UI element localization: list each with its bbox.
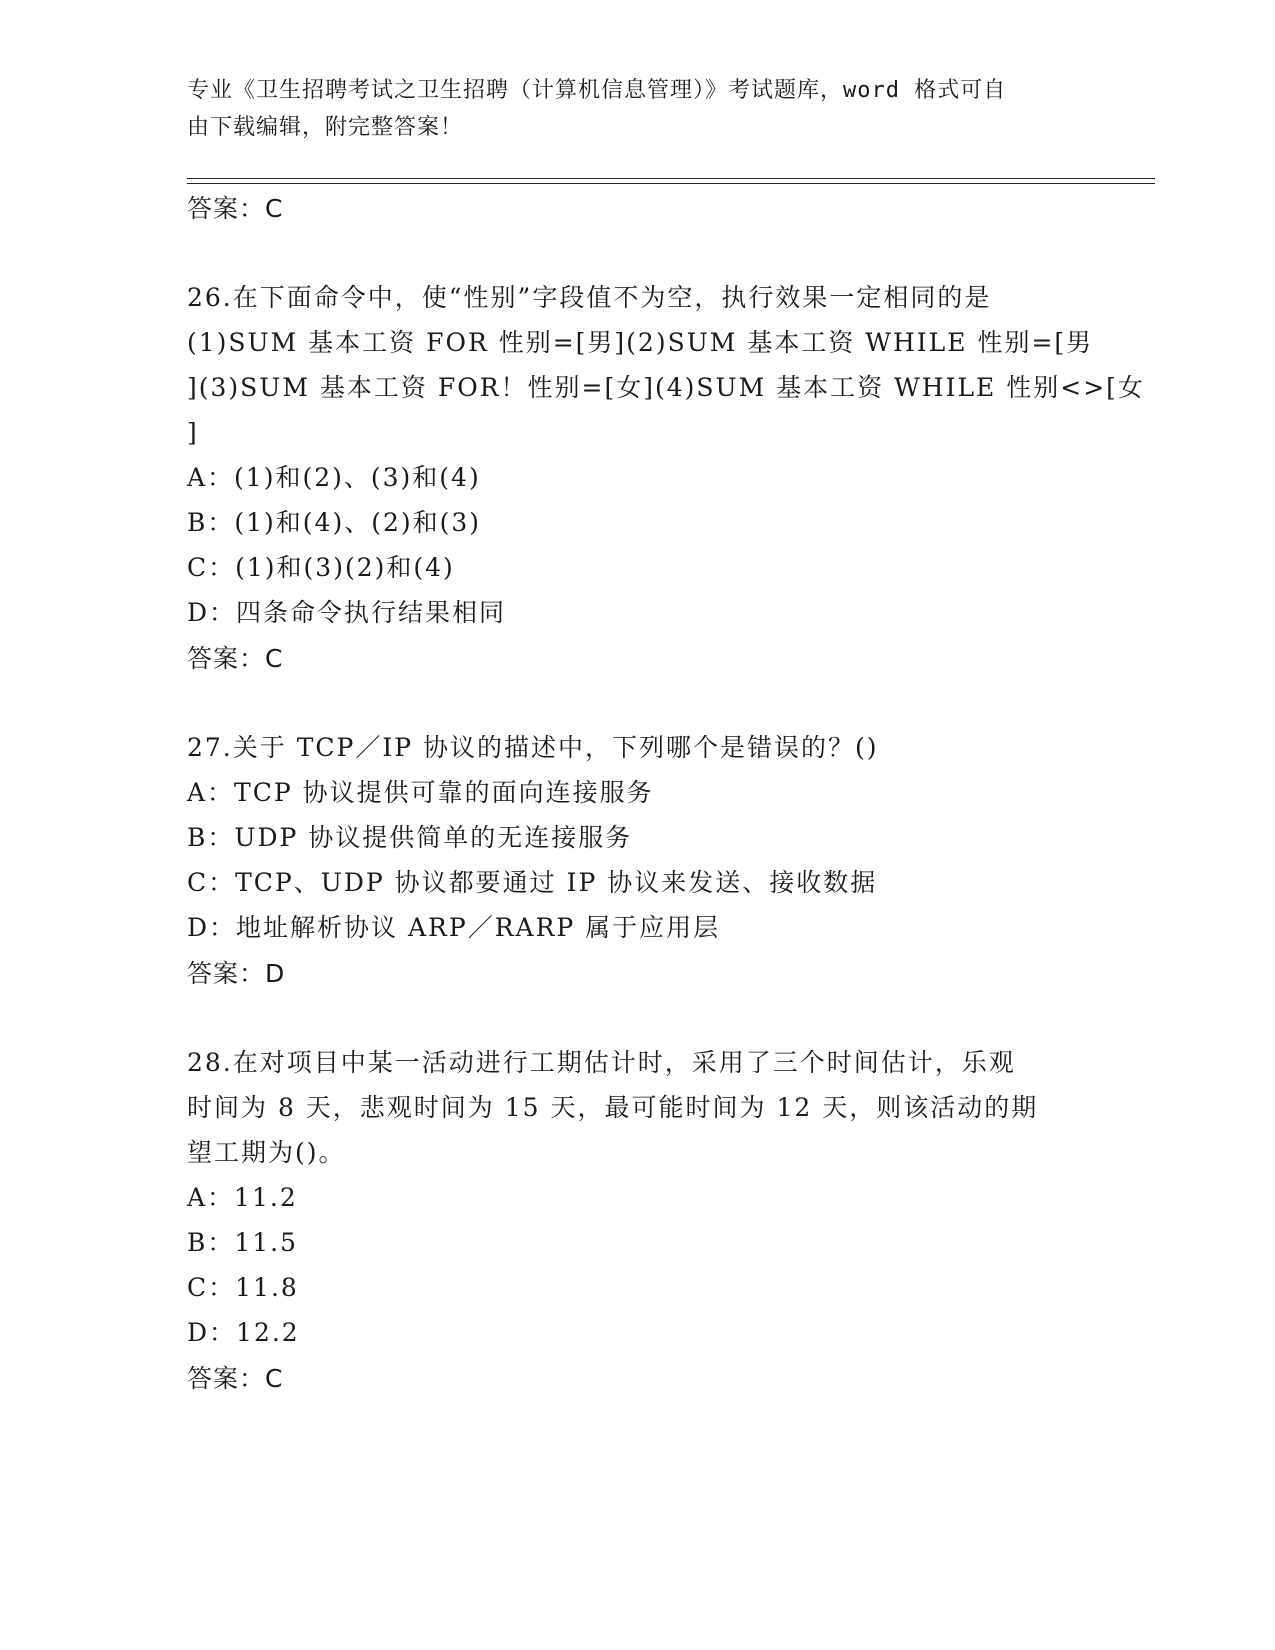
question-27-answer: 答案：D: [187, 959, 286, 988]
question-26-option-b: B：(1)和(4)、(2)和(3): [187, 508, 482, 537]
question-26-line-4: ]: [187, 418, 199, 447]
question-27-option-b: B：UDP 协议提供简单的无连接服务: [187, 823, 633, 852]
question-26-line-1: 26.在下面命令中，使“性别”字段值不为空，执行效果一定相同的是: [187, 283, 992, 312]
question-28-line-3: 望工期为()。: [187, 1138, 346, 1167]
question-27-option-d: D：地址解析协议 ARP／RARP 属于应用层: [187, 913, 721, 942]
question-28-line-1: 28.在对项目中某一活动进行工期估计时，采用了三个时间估计，乐观: [187, 1048, 1016, 1077]
document-header: [187, 72, 1067, 146]
question-27-option-a: A：TCP 协议提供可靠的面向连接服务: [187, 778, 654, 807]
question-28-answer: 答案：C: [187, 1364, 284, 1393]
question-26-answer: 答案：C: [187, 644, 284, 673]
question-26-option-d: D：四条命令执行结果相同: [187, 598, 507, 627]
header-line-2: 由下载编辑，附完整答案！: [187, 115, 464, 140]
previous-answer: 答案：C: [187, 194, 284, 223]
header-divider-bottom: [187, 183, 1155, 184]
question-26-line-2: (1)SUM 基本工资 FOR 性别=[男](2)SUM 基本工资 WHILE 性别=[男: [187, 328, 1094, 357]
header-divider-top: [187, 178, 1155, 179]
question-28-option-c: C：11.8: [187, 1273, 299, 1302]
question-26-option-c: C：(1)和(3)(2)和(4): [187, 553, 455, 582]
question-27-option-c: C：TCP、UDP 协议都要通过 IP 协议来发送、接收数据: [187, 868, 878, 897]
question-28-option-b: B：11.5: [187, 1228, 299, 1257]
question-26-option-a: A：(1)和(2)、(3)和(4): [187, 463, 481, 492]
question-28-line-2: 时间为 8 天，悲观时间为 15 天，最可能时间为 12 天，则该活动的期: [187, 1093, 1039, 1122]
question-28-option-d: D：12.2: [187, 1318, 300, 1347]
question-28-option-a: A：11.2: [187, 1183, 298, 1212]
header-line-1: 专业《卫生招聘考试之卫生招聘（计算机信息管理）》考试题库，word 格式可自: [187, 78, 1007, 103]
question-27-line-1: 27.关于 TCP／IP 协议的描述中，下列哪个是错误的？(): [187, 733, 879, 762]
question-26-line-3: ](3)SUM 基本工资 FOR！性别=[女](4)SUM 基本工资 WHILE 性别<>[女: [187, 373, 1145, 402]
